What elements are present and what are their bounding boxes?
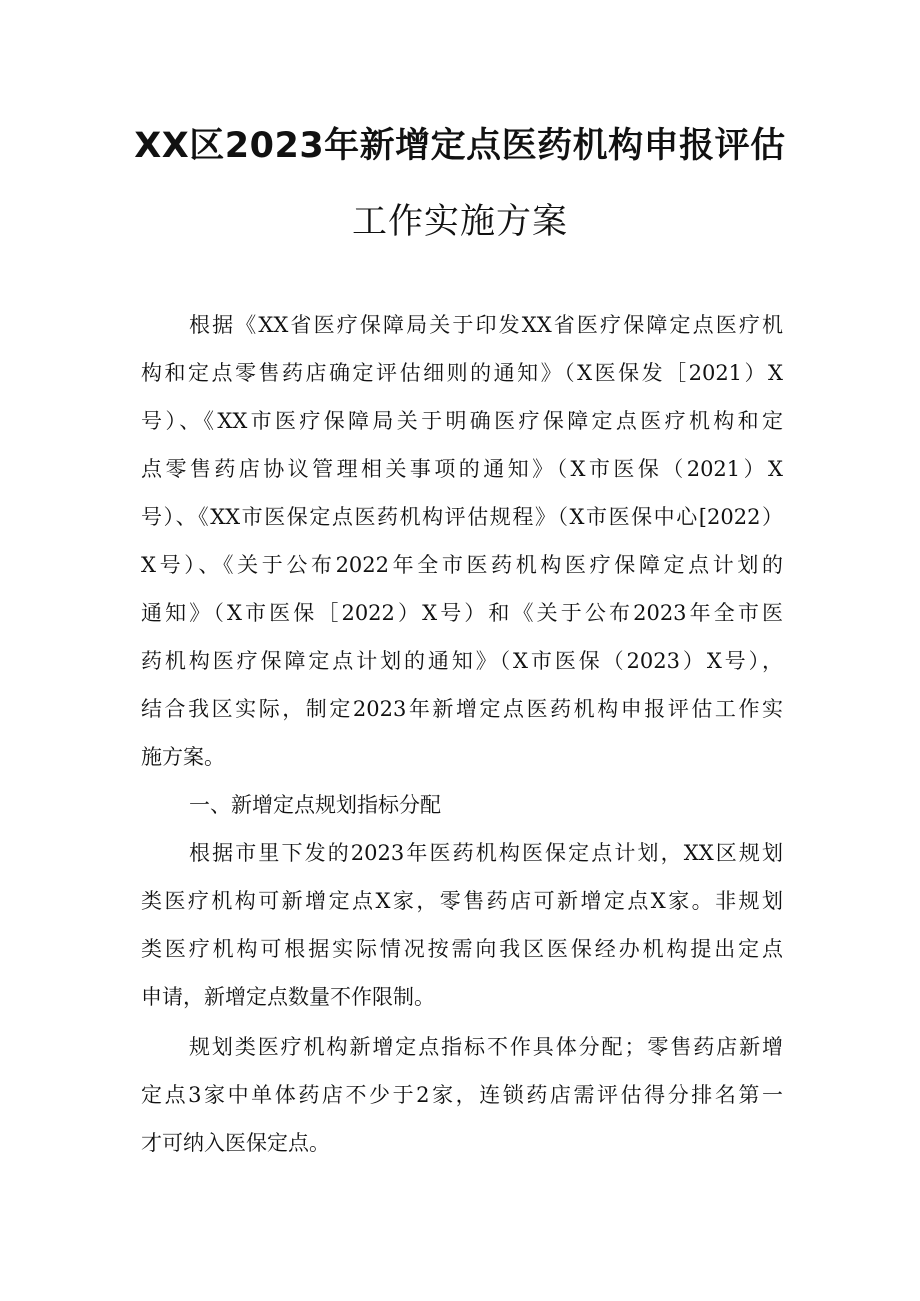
text-line: 结合我区实际，制定2023年新增定点医药机构申报评估工作实 [141,697,783,721]
text-line: 点零售药店协议管理相关事项的通知》（X市医保（2021）X [141,457,783,481]
text-line: 构和定点零售药店确定评估细则的通知》（X医保发［2021）X [141,361,783,385]
text-line: 类医疗机构可新增定点X家，零售药店可新增定点X家。非规划 [141,889,783,913]
text-line: 号）、《XX市医保定点医药机构评估规程》（X市医保中心[2022） [141,505,783,529]
text-line: 类医疗机构可根据实际情况按需向我区医保经办机构提出定点 [141,937,783,961]
text-line: 药机构医疗保障定点计划的通知》（X市医保（2023）X号）， [141,649,783,673]
text-line: 定点3家中单体药店不少于2家，连锁药店需评估得分排名第一 [141,1083,783,1107]
text-line: 根据《XX省医疗保障局关于印发XX省医疗保障定点医疗机 [189,313,783,337]
text-line: 才可纳入医保定点。 [141,1131,330,1155]
text-line: 号）、《XX市医疗保障局关于明确医疗保障定点医疗机构和定 [141,409,783,433]
document-title: XX区2023年新增定点医药机构申报评估 [134,126,786,166]
text-line: 通知》（X市医保［2022）X号）和《关于公布2023年全市医 [141,601,783,625]
section-heading: 一、新增定点规划指标分配 [189,793,441,817]
text-line: 规划类医疗机构新增定点指标不作具体分配；零售药店新增 [189,1035,783,1059]
document-subtitle: 工作实施方案 [351,202,568,242]
text-line: X号）、《关于公布2022年全市医药机构医疗保障定点计划的 [141,553,783,577]
text-line: 根据市里下发的2023年医药机构医保定点计划，XX区规划 [189,841,783,865]
text-line: 申请，新增定点数量不作限制。 [141,985,435,1009]
text-line: 施方案。 [141,745,225,769]
